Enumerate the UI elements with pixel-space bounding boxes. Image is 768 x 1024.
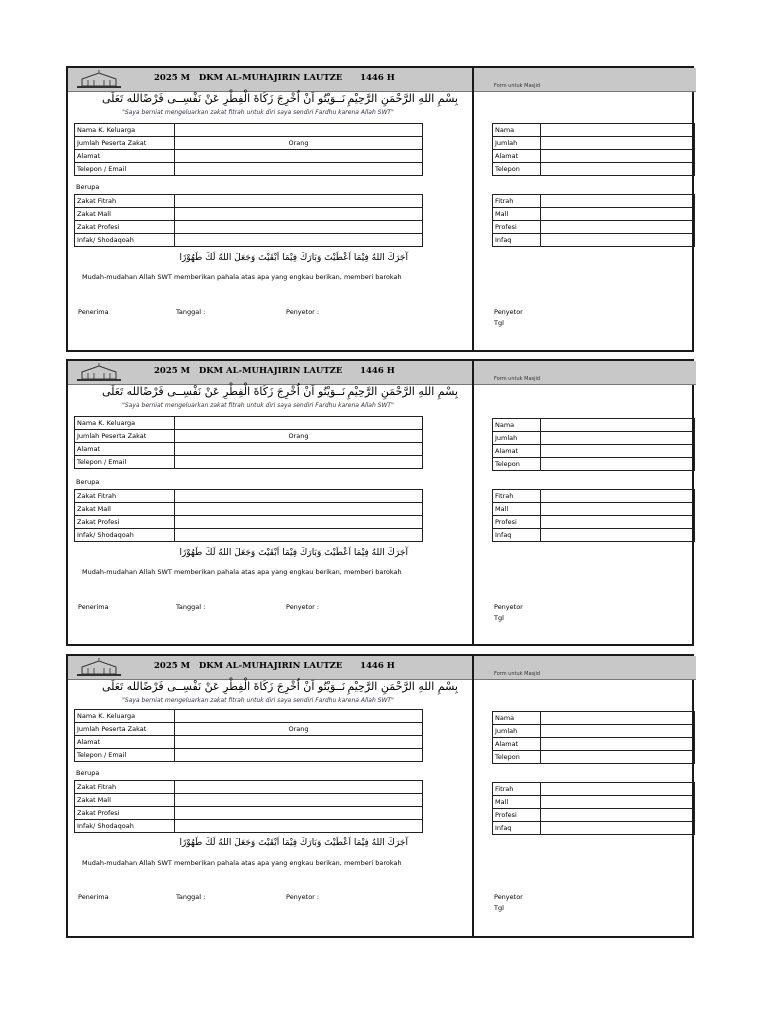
jumlah-field[interactable] [175,723,423,736]
penyetor-label: Penyetor : [286,308,320,316]
berupa-label: Berupa [76,478,100,486]
tanggal-label: Tanggal : [176,893,206,901]
zakat-profesi-label: Zakat Profesi [75,221,175,234]
doa-text: آجَرَكَ اللهُ فِيْمَا اَعْطَيْتَ وَبَارَكَ فِيْمَا اَبْقَيْتَ وَجَعَلَ اللهُ لَكَ طَهُوْرًا [179,548,408,558]
r-jumlah-field[interactable] [541,432,695,445]
jumlah-field[interactable] [175,430,423,443]
nama-label: Nama K. Keluarga [75,124,175,137]
mosque-info-table [492,123,695,176]
mosque-zakat-table [492,489,695,542]
r-nama-label: Nama [493,712,541,725]
r-fitrah-label: Fitrah [493,783,541,796]
berupa-label: Berupa [76,769,100,777]
mosque-info-table [492,418,695,471]
r-profesi-label: Profesi [493,516,541,529]
r-profesi-label: Profesi [493,221,541,234]
bismillah-text: بِسْمِ اللهِ الرَّحْمَنِ الرَّحِيْمِ [347,680,458,693]
r-jumlah-label: Jumlah [493,137,541,150]
mosque-form-title: Form untuk Masjid [494,83,541,89]
doa-text: آجَرَكَ اللهُ فِيْمَا اَعْطَيْتَ وَبَارَكَ فِيْمَا اَبْقَيْتَ وَجَعَلَ اللهُ لَكَ طَهُوْرًا [179,253,408,263]
r-telepon-label: Telepon [493,163,541,176]
r-profesi-field[interactable] [541,221,695,234]
zakat-profesi-field[interactable] [175,516,423,529]
r-fitrah-label: Fitrah [493,490,541,503]
r-nama-field[interactable] [541,419,695,432]
mosque-info-table [492,711,695,764]
arabic-heading [88,385,468,403]
r-nama-field[interactable] [541,712,695,725]
infak-field[interactable] [175,820,423,833]
mosque-zakat-table [492,194,695,247]
r-alamat-field[interactable] [541,445,695,458]
zakat-form-2 [66,359,694,646]
form-header [68,656,472,680]
intent-text: "Saya berniat mengeluarkan zakat fitrah untuk diri saya sendiri Fardhu karena Allah SWT" [122,109,394,116]
mosque-logo-icon [76,363,122,382]
bismillah-text: بِسْمِ اللهِ الرَّحْمَنِ الرَّحِيْمِ [347,92,458,105]
donor-info-table [74,416,423,469]
zakat-mall-field[interactable] [175,794,423,807]
r-profesi-field[interactable] [541,516,695,529]
r-profesi-label: Profesi [493,809,541,822]
berupa-label: Berupa [76,183,100,191]
alamat-field[interactable] [175,150,423,163]
r-mall-field[interactable] [541,503,695,516]
zakat-fitrah-field[interactable] [175,781,423,794]
tanggal-label: Tanggal : [176,308,206,316]
infak-label: Infak/ Shodaqoah [75,234,175,247]
zakat-profesi-field[interactable] [175,221,423,234]
mosque-form-title: Form untuk Masjid [494,671,541,677]
arabic-heading [88,680,468,698]
telepon-label: Telepon / Email [75,749,175,762]
niat-text: نَــوَيْتُو اَنْ اُخْرِجَ زَكَاةَ الْفِطْرِ عَنْ نَفْسِــى فَرْضًالله تَعَلَى [102,385,346,398]
jumlah-field[interactable] [175,137,423,150]
r-infaq-field[interactable] [541,529,695,542]
mosque-zakat-table [492,782,695,835]
zakat-type-table [74,780,423,833]
r-mall-field[interactable] [541,796,695,809]
r-mall-label: Mall [493,503,541,516]
mosque-copy-section [472,68,696,350]
telepon-field[interactable] [175,456,423,469]
zakat-fitrah-label: Zakat Fitrah [75,490,175,503]
r-tgl-label: Tgl [494,904,504,912]
infak-label: Infak/ Shodaqoah [75,820,175,833]
r-penyetor-label: Penyetor [494,893,523,901]
form-header [68,68,472,92]
zakat-fitrah-field[interactable] [175,195,423,208]
form-title: 2025 M DKM AL-MUHAJIRIN LAUTZE 1446 H [154,661,395,671]
tanggal-label: Tanggal : [176,603,206,611]
r-jumlah-label: Jumlah [493,432,541,445]
niat-text: نَــوَيْتُو اَنْ اُخْرِجَ زَكَاةَ الْفِطْرِ عَنْ نَفْسِــى فَرْضًالله تَعَلَى [102,680,346,693]
nama-field[interactable] [175,710,423,723]
prayer-text: Mudah-mudahan Allah SWT memberikan pahala atas apa yang engkau berikan, memberi barokah [82,859,402,867]
nama-field[interactable] [175,124,423,137]
orang-label: Orang [288,139,309,147]
zakat-fitrah-field[interactable] [175,490,423,503]
zakat-profesi-field[interactable] [175,807,423,820]
r-infaq-field[interactable] [541,822,695,835]
alamat-field[interactable] [175,443,423,456]
r-jumlah-label: Jumlah [493,725,541,738]
jumlah-label: Jumlah Peserta Zakat [75,723,175,736]
zakat-form-1 [66,66,694,352]
jumlah-label: Jumlah Peserta Zakat [75,137,175,150]
r-nama-label: Nama [493,419,541,432]
r-tgl-label: Tgl [494,319,504,327]
doa-text: آجَرَكَ اللهُ فِيْمَا اَعْطَيْتَ وَبَارَكَ فِيْمَا اَبْقَيْتَ وَجَعَلَ اللهُ لَكَ طَهُوْرًا [179,838,408,848]
r-nama-field[interactable] [541,124,695,137]
r-alamat-field[interactable] [541,738,695,751]
penerima-label: Penerima [78,603,109,611]
receipt-section [68,361,472,644]
alamat-label: Alamat [75,150,175,163]
r-infaq-label: Infaq [493,822,541,835]
r-alamat-label: Alamat [493,445,541,458]
form-title: 2025 M DKM AL-MUHAJIRIN LAUTZE 1446 H [154,366,395,376]
penyetor-label: Penyetor : [286,603,320,611]
r-nama-label: Nama [493,124,541,137]
r-infaq-label: Infaq [493,234,541,247]
mosque-logo-icon [76,70,122,89]
r-mall-label: Mall [493,208,541,221]
zakat-type-table [74,489,423,542]
mosque-form-title: Form untuk Masjid [494,376,541,382]
telepon-field[interactable] [175,163,423,176]
telepon-field[interactable] [175,749,423,762]
r-alamat-label: Alamat [493,738,541,751]
zakat-fitrah-label: Zakat Fitrah [75,195,175,208]
zakat-mall-field[interactable] [175,503,423,516]
penerima-label: Penerima [78,308,109,316]
orang-label: Orang [288,725,309,733]
telepon-label: Telepon / Email [75,456,175,469]
jumlah-label: Jumlah Peserta Zakat [75,430,175,443]
donor-info-table [74,123,423,176]
r-alamat-label: Alamat [493,150,541,163]
r-telepon-field[interactable] [541,458,695,471]
receipt-section [68,656,472,936]
infak-field[interactable] [175,234,423,247]
arabic-heading [88,92,468,110]
prayer-text: Mudah-mudahan Allah SWT memberikan pahala atas apa yang engkau berikan, memberi barokah [82,273,402,281]
zakat-profesi-label: Zakat Profesi [75,807,175,820]
mosque-logo-icon [76,658,122,677]
orang-label: Orang [288,432,309,440]
r-penyetor-label: Penyetor [494,308,523,316]
zakat-mall-label: Zakat Mall [75,503,175,516]
r-profesi-field[interactable] [541,809,695,822]
intent-text: "Saya berniat mengeluarkan zakat fitrah untuk diri saya sendiri Fardhu karena Allah SWT" [122,697,394,704]
zakat-mall-label: Zakat Mall [75,794,175,807]
r-mall-field[interactable] [541,208,695,221]
zakat-mall-label: Zakat Mall [75,208,175,221]
r-telepon-label: Telepon [493,751,541,764]
receipt-section [68,68,472,350]
r-fitrah-field[interactable] [541,490,695,503]
r-jumlah-field[interactable] [541,725,695,738]
nama-field[interactable] [175,417,423,430]
donor-info-table [74,709,423,762]
r-telepon-label: Telepon [493,458,541,471]
nama-label: Nama K. Keluarga [75,710,175,723]
infak-label: Infak/ Shodaqoah [75,529,175,542]
mosque-copy-section [472,361,696,644]
zakat-form-3 [66,654,694,938]
r-infaq-field[interactable] [541,234,695,247]
r-infaq-label: Infaq [493,529,541,542]
telepon-label: Telepon / Email [75,163,175,176]
alamat-label: Alamat [75,443,175,456]
form-title: 2025 M DKM AL-MUHAJIRIN LAUTZE 1446 H [154,73,395,83]
intent-text: "Saya berniat mengeluarkan zakat fitrah untuk diri saya sendiri Fardhu karena Allah SWT" [122,402,394,409]
infak-field[interactable] [175,529,423,542]
r-tgl-label: Tgl [494,614,504,622]
penyetor-label: Penyetor : [286,893,320,901]
niat-text: نَــوَيْتُو اَنْ اُخْرِجَ زَكَاةَ الْفِطْرِ عَنْ نَفْسِــى فَرْضًالله تَعَلَى [102,92,346,105]
mosque-copy-section [472,656,696,936]
r-fitrah-label: Fitrah [493,195,541,208]
zakat-fitrah-label: Zakat Fitrah [75,781,175,794]
r-alamat-field[interactable] [541,150,695,163]
bismillah-text: بِسْمِ اللهِ الرَّحْمَنِ الرَّحِيْمِ [347,385,458,398]
r-fitrah-field[interactable] [541,783,695,796]
alamat-field[interactable] [175,736,423,749]
r-jumlah-field[interactable] [541,137,695,150]
r-mall-label: Mall [493,796,541,809]
r-penyetor-label: Penyetor [494,603,523,611]
r-telepon-field[interactable] [541,751,695,764]
penerima-label: Penerima [78,893,109,901]
prayer-text: Mudah-mudahan Allah SWT memberikan pahala atas apa yang engkau berikan, memberi barokah [82,568,402,576]
zakat-type-table [74,194,423,247]
r-telepon-field[interactable] [541,163,695,176]
form-header [68,361,472,385]
zakat-mall-field[interactable] [175,208,423,221]
alamat-label: Alamat [75,736,175,749]
nama-label: Nama K. Keluarga [75,417,175,430]
r-fitrah-field[interactable] [541,195,695,208]
zakat-profesi-label: Zakat Profesi [75,516,175,529]
